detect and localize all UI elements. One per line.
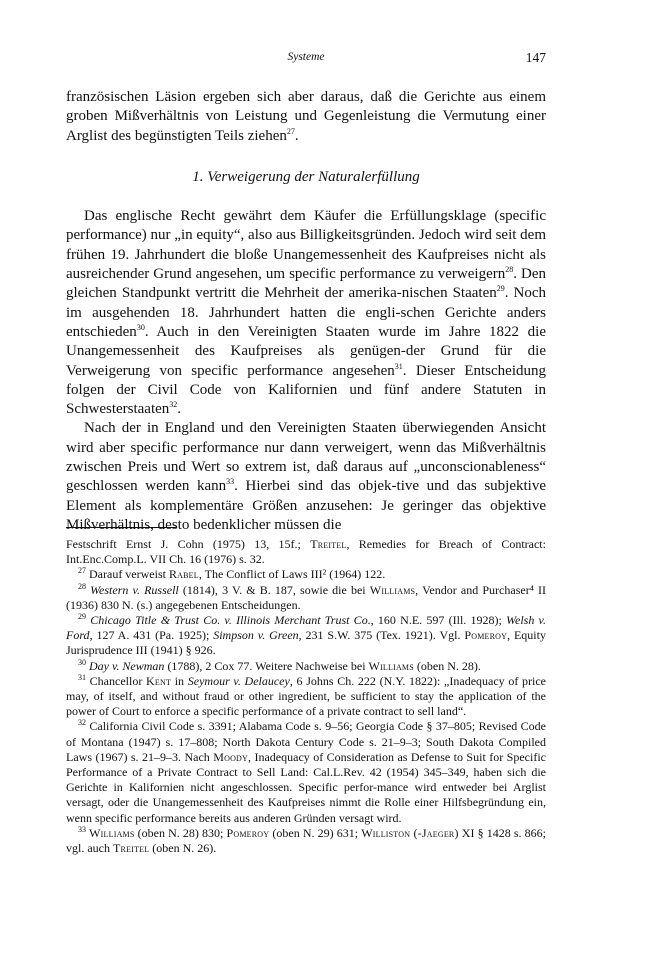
footnote-32: $^{32}$ California Civil Code s. 3391; Alabama Code s. 9–56; Georgia Code § 37–805; Revised Code of Montana (1947) s. 17–808; North Dakota Century Code s. 21–9–3; South Dakota Compiled Laws (1967) s. 21–9–3. Nach Moody, Inadequacy of Consideration as Defense to Suit for Specific Performance of a Private Contract to Sell Land: Cal.L.Rev. 42 (1954) 345–349, haben sich die Gerichte in Kalifornien nicht angeschlossen. Specific perfor-mance wird entweder bei Arglist versagt, oder die Unangemessenheit des Kaufpreises nimmt die Rolle einer Hilfsbegründung ein, wenn specific performance bereits aus anderen Gründen versagt wird.	[66, 718, 546, 825]
footnote-ref-28[interactable]: 28	[505, 265, 514, 275]
footnote-continued: Festschrift Ernst J. Cohn (1975) 13, 15f.; Treitel, Remedies for Breach of Contract: Int.Enc.Comp.L. VII Ch. 16 (1976) s. 32.	[66, 537, 546, 567]
page-number: 147	[525, 50, 546, 65]
footnote-ref-30[interactable]: 30	[136, 322, 145, 332]
footnote-ref-31[interactable]: 31	[394, 361, 403, 371]
intro-paragraph: französischen Läsion ergeben sich aber daraus, daß die Gerichte aus einem groben Mißverhältnis von Leistung und Gegenleistung die Vermutung einer Arglist des begünstigten Teils ziehen$^{27}$.	[66, 89, 546, 144]
footnote-29: $^{29}$ Chicago Title & Trust Co. v. Illinois Merchant Trust Co., 160 N.E. 597 (Ill. 1928); Welsh v. Ford, 127 A. 431 (Pa. 1925); Simpson v. Green, 231 S.W. 375 (Tex. 1921). Vgl. Pomeroy, Equity Jurisprudence III (1941) § 926.	[66, 612, 546, 658]
section-heading: 1. Verweigerung der Naturalerfüllung	[192, 168, 420, 185]
footnote-ref-27[interactable]: 27	[286, 126, 295, 136]
running-head	[66, 50, 546, 70]
footnotes	[66, 537, 546, 856]
paragraph-1: Das englische Recht gewährt dem Käufer die Erfüllungsklage (specific performance) nur „in equity“, also aus Billigkeitsgründen. Jedoch wird seit dem frühen 19. Jahrhundert die bloße Unangemessenheit des Kaufpreises nicht als ausreichender Grund angesehen, um specific performance zu verweigern$^{28}$. Den gleichen Standpunkt vertritt die Mehrheit der amerika-nischen Staaten$^{29}$. Noch im ausgehenden 18. Jahrhundert hatten die engli-schen Gerichte anders entschieden$^{30}$. Auch in den Vereinigten Staaten wurde im Jahre 1822 die Unangemessenheit des Kaufpreises als genügen-der Grund für die Verweigerung von specific performance angesehen$^{31}$. Dieser Entscheidung folgen der Civil Code von Kalifornien und fünf andere Statuten in Schwesterstaaten$^{32}$.	[66, 208, 546, 418]
paragraph-2: Nach der in England und den Vereinigten Staaten überwiegenden Ansicht wird aber specific performance nur dann verweigert, wenn das Mißverhältnis zwischen Preis und Wert so extrem ist, daß daraus auf „unconscionableness“ geschlossen werden kann$^{33}$. Hierbei sind das objek-tive und das subjektive Element als komplementäre Größen anzusehen: Je geringer das objektive Mißverhältnis, desto bedenklicher müssen die	[66, 420, 546, 533]
footnote-30: $^{30}$ Day v. Newman (1788), 2 Cox 77. Weitere Nachweise bei Williams (oben N. 28).	[78, 657, 481, 673]
running-title: Systeme	[287, 51, 325, 63]
footnote-ref-29[interactable]: 29	[496, 284, 505, 294]
footnote-31: $^{31}$ Chancellor Kent in Seymour v. Delaucey, 6 Johns Ch. 222 (N.Y. 1822): „Inadequacy of price may, of itself, and without fraud or other ingredient, be sufficient to stay the application of the power of Court to enforce a specific performance of a private contract to sell land“.	[66, 672, 547, 719]
footnote-28: $^{28}$ Western v. Russell (1814), 3 V. & B. 187, sowie die bei Williams, Vendor and Purchaser⁴ II (1936) 830 N. (s.) angegebenen Entscheidungen.	[66, 581, 547, 612]
body-text	[66, 88, 546, 535]
footnote-divider	[66, 527, 176, 528]
footnote-33: $^{33}$ Williams (oben N. 28) 830; Pomeroy (oben N. 29) 631; Williston (-Jaeger) XI § 1428 s. 866; vgl. auch Treitel (oben N. 26).	[66, 824, 546, 856]
footnote-ref-33[interactable]: 33	[226, 477, 235, 487]
footnote-27: $^{27}$ Darauf verweist Rabel, The Conflict of Laws III² (1964) 122.	[78, 566, 386, 582]
footnote-ref-32[interactable]: 32	[169, 400, 178, 410]
